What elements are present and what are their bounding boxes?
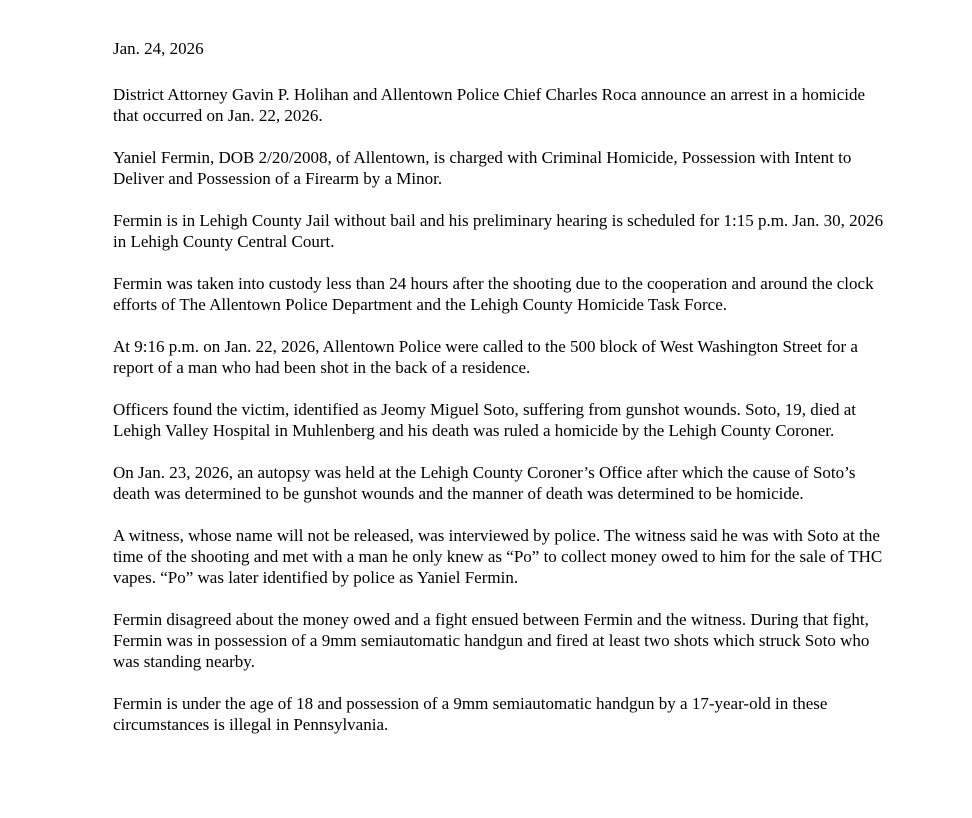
- paragraph-jail-and-hearing: Fermin is in Lehigh County Jail without bail and his preliminary hearing is scheduled for 1:15 p.m. Jan. 30, 2026 in Lehigh County Central Court.: [113, 211, 884, 251]
- paragraph-arrest-announcement: District Attorney Gavin P. Holihan and Allentown Police Chief Charles Roca announce an arrest in a homicide that occurred on Jan. 22, 2026.: [113, 85, 866, 125]
- paragraph-victim: Officers found the victim, identified as Jeomy Miguel Soto, suffering from gunshot wounds. Soto, 19, died at Lehigh Valley Hospital in Muhlenberg and his death was ruled a homicide by the Lehigh County Coroner.: [113, 400, 857, 440]
- document-date: Jan. 24, 2026: [113, 39, 204, 58]
- paragraph-autopsy: On Jan. 23, 2026, an autopsy was held at the Lehigh County Coroner’s Office after which the cause of Soto’s death was determined to be gunshot wounds and the manner of death was determined to be homicide.: [113, 463, 856, 503]
- paragraph-shooting: Fermin disagreed about the money owed and a fight ensued between Fermin and the witness. During that fight, Fermin was in possession of a 9mm semiautomatic handgun and fired at least two shots which struck Soto who was standing nearby.: [113, 610, 870, 671]
- paragraph-custody: Fermin was taken into custody less than 24 hours after the shooting due to the cooperation and around the clock efforts of The Allentown Police Department and the Lehigh County Homicide Task Force.: [113, 274, 874, 314]
- press-release-body: [113, 38, 893, 756]
- paragraph-witness: A witness, whose name will not be released, was interviewed by police. The witness said he was with Soto at the time of the shooting and met with a man he only knew as “Po” to collect money owed to him for the sale of THC vapes. “Po” was later identified by police as Yaniel Fermin.: [113, 526, 883, 587]
- paragraph-minor-law: Fermin is under the age of 18 and possession of a 9mm semiautomatic handgun by a 17-year-old in these circumstances is illegal in Pennsylvania.: [113, 694, 828, 734]
- paragraph-charges: Yaniel Fermin, DOB 2/20/2008, of Allentown, is charged with Criminal Homicide, Possession with Intent to Deliver and Possession of a Firearm by a Minor.: [113, 148, 852, 188]
- paragraph-incident-call: At 9:16 p.m. on Jan. 22, 2026, Allentown Police were called to the 500 block of West Washington Street for a report of a man who had been shot in the back of a residence.: [113, 337, 858, 377]
